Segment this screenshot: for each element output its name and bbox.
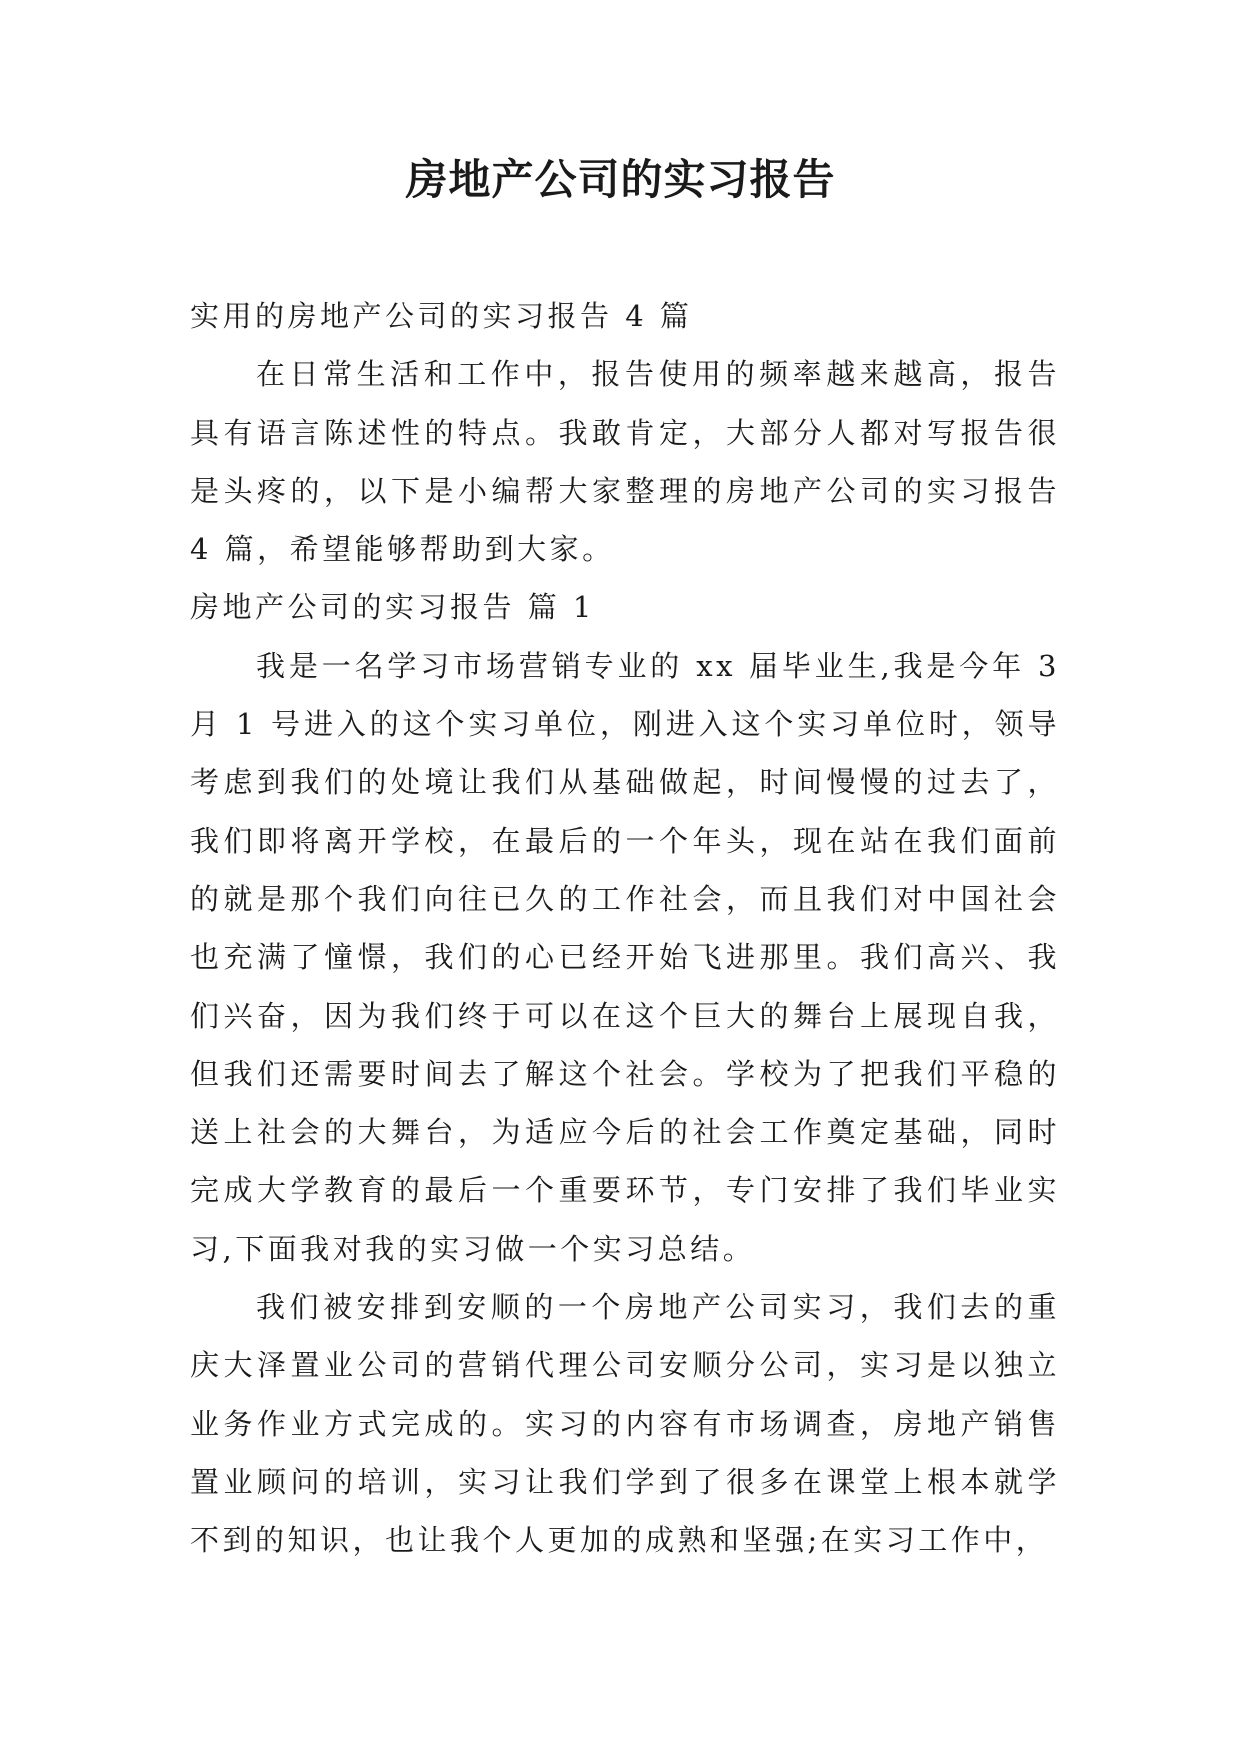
section-heading: 房地产公司的实习报告 篇 1 <box>190 590 595 625</box>
document-subtitle: 实用的房地产公司的实习报告 4 篇 <box>190 299 693 333</box>
intro-paragraph: 在日常生活和工作中，报告使用的频率越来越高，报告具有语言陈述性的特点。我敢肯定，大部分人都对写报告很是头疼的，以下是小编帮大家整理的房地产公司的实习报告 4 篇，希望能够帮助到大家。 <box>190 357 1060 567</box>
document-body <box>190 287 1060 1570</box>
document-title: 房地产公司的实习报告 <box>405 155 836 204</box>
body-paragraph-2: 我们被安排到安顺的一个房地产公司实习，我们去的重庆大泽置业公司的营销代理公司安顺分公司，实习是以独立业务作业方式完成的。实习的内容有市场调查，房地产销售置业顾问的培训，实习让我们学到了很多在课堂上根本就学不到的知识，也让我个人更加的成熟和坚强;在实习工作中， <box>190 1290 1060 1558</box>
body-paragraph-1: 我是一名学习市场营销专业的 xx 届毕业生,我是今年 3 月 1 号进入的这个实习单位，刚进入这个实习单位时，领导考虑到我们的处境让我们从基础做起，时间慢慢的过去了，我们即将离开学校，在最后的一个年头，现在站在我们面前的就是那个我们向往已久的工作社会，而且我们对中国社会也充满了憧憬，我们的心已经开始飞进那里。我们高兴、我们兴奋，因为我们终于可以在这个巨大的舞台上展现自我，但我们还需要时间去了解这个社会。学校为了把我们平稳的送上社会的大舞台，为适应今后的社会工作奠定基础，同时完成大学教育的最后一个重要环节，专门安排了我们毕业实习,下面我对我的实习做一个实习总结。 <box>190 648 1060 1266</box>
